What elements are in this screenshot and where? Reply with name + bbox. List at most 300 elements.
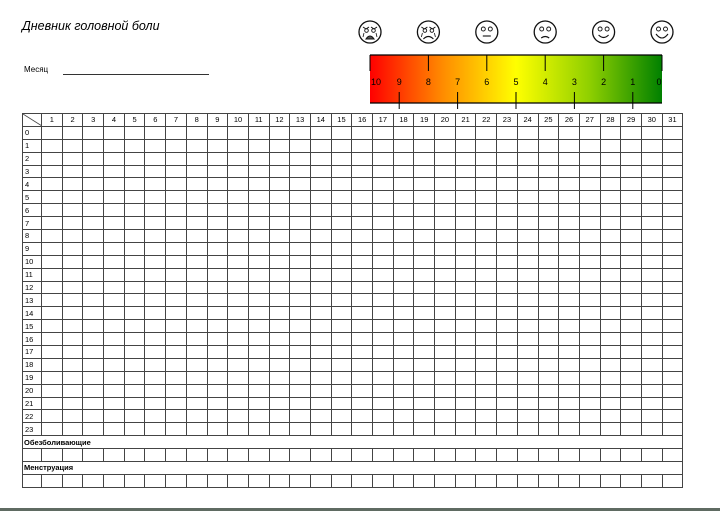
diary-cell[interactable] (310, 204, 331, 217)
diary-cell[interactable] (455, 204, 476, 217)
menstruation-cell[interactable] (83, 474, 104, 487)
diary-cell[interactable] (414, 217, 435, 230)
diary-cell[interactable] (124, 191, 145, 204)
diary-cell[interactable] (331, 320, 352, 333)
diary-cell[interactable] (42, 320, 63, 333)
diary-cell[interactable] (207, 294, 228, 307)
menstruation-cell[interactable] (310, 474, 331, 487)
diary-cell[interactable] (207, 230, 228, 243)
diary-cell[interactable] (145, 242, 166, 255)
diary-cell[interactable] (497, 333, 518, 346)
diary-cell[interactable] (517, 294, 538, 307)
diary-cell[interactable] (538, 397, 559, 410)
diary-cell[interactable] (559, 204, 580, 217)
diary-cell[interactable] (662, 320, 683, 333)
diary-cell[interactable] (145, 410, 166, 423)
diary-cell[interactable] (104, 371, 125, 384)
diary-cell[interactable] (641, 204, 662, 217)
menstruation-cell[interactable] (269, 474, 290, 487)
diary-cell[interactable] (207, 178, 228, 191)
diary-cell[interactable] (393, 255, 414, 268)
painkillers-cell[interactable] (497, 449, 518, 462)
diary-cell[interactable] (600, 126, 621, 139)
diary-cell[interactable] (579, 320, 600, 333)
diary-cell[interactable] (310, 294, 331, 307)
month-input-line[interactable] (63, 74, 209, 75)
diary-cell[interactable] (538, 384, 559, 397)
diary-cell[interactable] (83, 191, 104, 204)
diary-cell[interactable] (352, 165, 373, 178)
diary-cell[interactable] (435, 191, 456, 204)
diary-cell[interactable] (579, 358, 600, 371)
diary-cell[interactable] (455, 217, 476, 230)
diary-cell[interactable] (579, 268, 600, 281)
diary-cell[interactable] (331, 152, 352, 165)
diary-cell[interactable] (517, 423, 538, 436)
diary-cell[interactable] (104, 242, 125, 255)
diary-cell[interactable] (621, 165, 642, 178)
diary-cell[interactable] (476, 242, 497, 255)
diary-cell[interactable] (62, 307, 83, 320)
diary-cell[interactable] (435, 397, 456, 410)
diary-cell[interactable] (124, 294, 145, 307)
diary-cell[interactable] (414, 178, 435, 191)
diary-cell[interactable] (641, 397, 662, 410)
diary-cell[interactable] (559, 346, 580, 359)
diary-cell[interactable] (435, 204, 456, 217)
diary-cell[interactable] (269, 268, 290, 281)
diary-cell[interactable] (497, 410, 518, 423)
diary-cell[interactable] (42, 294, 63, 307)
diary-cell[interactable] (248, 397, 269, 410)
diary-cell[interactable] (331, 217, 352, 230)
diary-cell[interactable] (228, 204, 249, 217)
diary-cell[interactable] (62, 178, 83, 191)
diary-cell[interactable] (538, 165, 559, 178)
diary-cell[interactable] (517, 152, 538, 165)
diary-cell[interactable] (124, 268, 145, 281)
diary-cell[interactable] (62, 410, 83, 423)
diary-cell[interactable] (600, 333, 621, 346)
diary-cell[interactable] (579, 165, 600, 178)
diary-cell[interactable] (517, 346, 538, 359)
diary-cell[interactable] (414, 397, 435, 410)
diary-cell[interactable] (104, 178, 125, 191)
diary-cell[interactable] (62, 320, 83, 333)
diary-cell[interactable] (373, 423, 394, 436)
diary-cell[interactable] (269, 178, 290, 191)
diary-cell[interactable] (228, 281, 249, 294)
diary-cell[interactable] (600, 294, 621, 307)
diary-cell[interactable] (228, 165, 249, 178)
diary-cell[interactable] (145, 268, 166, 281)
diary-cell[interactable] (352, 410, 373, 423)
diary-cell[interactable] (476, 126, 497, 139)
menstruation-cell[interactable] (373, 474, 394, 487)
diary-cell[interactable] (662, 255, 683, 268)
diary-cell[interactable] (62, 333, 83, 346)
diary-cell[interactable] (248, 204, 269, 217)
diary-cell[interactable] (62, 230, 83, 243)
diary-cell[interactable] (517, 178, 538, 191)
diary-cell[interactable] (124, 307, 145, 320)
diary-cell[interactable] (269, 230, 290, 243)
diary-cell[interactable] (559, 294, 580, 307)
diary-cell[interactable] (476, 397, 497, 410)
diary-cell[interactable] (621, 320, 642, 333)
diary-cell[interactable] (393, 204, 414, 217)
diary-cell[interactable] (497, 139, 518, 152)
diary-cell[interactable] (269, 281, 290, 294)
diary-cell[interactable] (83, 333, 104, 346)
diary-cell[interactable] (641, 358, 662, 371)
diary-cell[interactable] (62, 255, 83, 268)
diary-cell[interactable] (331, 178, 352, 191)
diary-cell[interactable] (186, 333, 207, 346)
painkillers-cell[interactable] (352, 449, 373, 462)
diary-cell[interactable] (207, 268, 228, 281)
diary-cell[interactable] (248, 230, 269, 243)
diary-cell[interactable] (517, 191, 538, 204)
diary-cell[interactable] (145, 384, 166, 397)
diary-cell[interactable] (269, 165, 290, 178)
diary-cell[interactable] (290, 281, 311, 294)
diary-cell[interactable] (42, 139, 63, 152)
diary-cell[interactable] (600, 217, 621, 230)
diary-cell[interactable] (248, 268, 269, 281)
diary-cell[interactable] (269, 371, 290, 384)
diary-cell[interactable] (228, 178, 249, 191)
diary-cell[interactable] (373, 294, 394, 307)
diary-cell[interactable] (600, 307, 621, 320)
diary-cell[interactable] (579, 178, 600, 191)
diary-cell[interactable] (393, 268, 414, 281)
diary-cell[interactable] (145, 204, 166, 217)
painkillers-cell[interactable] (538, 449, 559, 462)
diary-cell[interactable] (538, 139, 559, 152)
diary-cell[interactable] (186, 217, 207, 230)
diary-cell[interactable] (621, 333, 642, 346)
painkillers-cell[interactable] (310, 449, 331, 462)
menstruation-cell[interactable] (352, 474, 373, 487)
diary-cell[interactable] (310, 423, 331, 436)
diary-cell[interactable] (393, 230, 414, 243)
diary-cell[interactable] (166, 152, 187, 165)
diary-cell[interactable] (373, 139, 394, 152)
diary-cell[interactable] (248, 320, 269, 333)
diary-cell[interactable] (352, 384, 373, 397)
diary-cell[interactable] (83, 204, 104, 217)
diary-cell[interactable] (83, 255, 104, 268)
diary-cell[interactable] (414, 242, 435, 255)
diary-cell[interactable] (269, 384, 290, 397)
diary-cell[interactable] (62, 217, 83, 230)
diary-cell[interactable] (290, 358, 311, 371)
diary-cell[interactable] (621, 358, 642, 371)
diary-cell[interactable] (414, 410, 435, 423)
diary-cell[interactable] (104, 191, 125, 204)
diary-cell[interactable] (476, 294, 497, 307)
diary-cell[interactable] (393, 320, 414, 333)
diary-cell[interactable] (248, 281, 269, 294)
diary-cell[interactable] (579, 397, 600, 410)
diary-cell[interactable] (559, 320, 580, 333)
diary-cell[interactable] (166, 217, 187, 230)
diary-cell[interactable] (538, 358, 559, 371)
diary-cell[interactable] (269, 346, 290, 359)
diary-cell[interactable] (104, 165, 125, 178)
diary-cell[interactable] (186, 204, 207, 217)
diary-cell[interactable] (186, 384, 207, 397)
painkillers-cell[interactable] (228, 449, 249, 462)
diary-cell[interactable] (476, 204, 497, 217)
diary-cell[interactable] (435, 423, 456, 436)
diary-cell[interactable] (352, 126, 373, 139)
diary-cell[interactable] (62, 165, 83, 178)
diary-cell[interactable] (373, 165, 394, 178)
diary-cell[interactable] (290, 410, 311, 423)
diary-cell[interactable] (104, 139, 125, 152)
diary-cell[interactable] (248, 384, 269, 397)
diary-cell[interactable] (455, 255, 476, 268)
diary-cell[interactable] (145, 307, 166, 320)
diary-cell[interactable] (228, 358, 249, 371)
diary-cell[interactable] (621, 397, 642, 410)
diary-cell[interactable] (186, 255, 207, 268)
diary-cell[interactable] (352, 152, 373, 165)
diary-cell[interactable] (497, 191, 518, 204)
diary-cell[interactable] (248, 307, 269, 320)
diary-cell[interactable] (228, 230, 249, 243)
diary-cell[interactable] (517, 281, 538, 294)
diary-cell[interactable] (42, 410, 63, 423)
diary-cell[interactable] (373, 255, 394, 268)
painkillers-cell[interactable] (393, 449, 414, 462)
painkillers-cell[interactable] (621, 449, 642, 462)
diary-cell[interactable] (42, 204, 63, 217)
diary-cell[interactable] (269, 191, 290, 204)
diary-cell[interactable] (517, 371, 538, 384)
diary-cell[interactable] (517, 230, 538, 243)
diary-cell[interactable] (42, 333, 63, 346)
diary-cell[interactable] (600, 371, 621, 384)
menstruation-cell[interactable] (579, 474, 600, 487)
diary-cell[interactable] (124, 358, 145, 371)
diary-cell[interactable] (538, 423, 559, 436)
menstruation-cell[interactable] (662, 474, 683, 487)
diary-cell[interactable] (331, 165, 352, 178)
diary-cell[interactable] (476, 384, 497, 397)
diary-cell[interactable] (435, 217, 456, 230)
diary-cell[interactable] (600, 320, 621, 333)
diary-cell[interactable] (290, 126, 311, 139)
diary-cell[interactable] (517, 307, 538, 320)
diary-cell[interactable] (331, 139, 352, 152)
diary-cell[interactable] (414, 346, 435, 359)
diary-cell[interactable] (600, 178, 621, 191)
diary-cell[interactable] (228, 255, 249, 268)
diary-cell[interactable] (414, 126, 435, 139)
diary-cell[interactable] (228, 371, 249, 384)
diary-cell[interactable] (228, 126, 249, 139)
diary-cell[interactable] (393, 346, 414, 359)
diary-cell[interactable] (476, 333, 497, 346)
diary-cell[interactable] (393, 384, 414, 397)
diary-cell[interactable] (166, 178, 187, 191)
diary-cell[interactable] (352, 204, 373, 217)
diary-cell[interactable] (269, 126, 290, 139)
diary-cell[interactable] (414, 423, 435, 436)
diary-cell[interactable] (42, 126, 63, 139)
diary-cell[interactable] (186, 423, 207, 436)
diary-cell[interactable] (248, 333, 269, 346)
diary-cell[interactable] (414, 191, 435, 204)
menstruation-cell[interactable] (331, 474, 352, 487)
diary-cell[interactable] (579, 423, 600, 436)
diary-cell[interactable] (228, 307, 249, 320)
diary-cell[interactable] (662, 281, 683, 294)
menstruation-cell[interactable] (290, 474, 311, 487)
diary-cell[interactable] (641, 139, 662, 152)
diary-cell[interactable] (435, 178, 456, 191)
diary-cell[interactable] (579, 255, 600, 268)
diary-cell[interactable] (166, 423, 187, 436)
painkillers-cell[interactable] (435, 449, 456, 462)
diary-cell[interactable] (331, 410, 352, 423)
diary-cell[interactable] (414, 152, 435, 165)
diary-cell[interactable] (455, 333, 476, 346)
diary-cell[interactable] (435, 371, 456, 384)
menstruation-cell[interactable] (42, 474, 63, 487)
diary-cell[interactable] (517, 217, 538, 230)
diary-cell[interactable] (497, 268, 518, 281)
diary-cell[interactable] (166, 268, 187, 281)
diary-cell[interactable] (435, 126, 456, 139)
diary-cell[interactable] (414, 255, 435, 268)
diary-cell[interactable] (62, 126, 83, 139)
diary-cell[interactable] (559, 281, 580, 294)
diary-cell[interactable] (455, 371, 476, 384)
diary-cell[interactable] (517, 397, 538, 410)
diary-cell[interactable] (166, 320, 187, 333)
diary-cell[interactable] (559, 126, 580, 139)
diary-cell[interactable] (228, 333, 249, 346)
diary-cell[interactable] (538, 255, 559, 268)
diary-cell[interactable] (414, 371, 435, 384)
diary-cell[interactable] (145, 397, 166, 410)
diary-cell[interactable] (290, 242, 311, 255)
diary-cell[interactable] (455, 165, 476, 178)
diary-cell[interactable] (207, 165, 228, 178)
diary-cell[interactable] (435, 268, 456, 281)
diary-cell[interactable] (207, 423, 228, 436)
diary-cell[interactable] (662, 358, 683, 371)
diary-cell[interactable] (600, 268, 621, 281)
diary-cell[interactable] (104, 294, 125, 307)
diary-cell[interactable] (393, 333, 414, 346)
diary-cell[interactable] (352, 178, 373, 191)
diary-cell[interactable] (331, 255, 352, 268)
diary-cell[interactable] (579, 410, 600, 423)
diary-cell[interactable] (166, 358, 187, 371)
diary-cell[interactable] (331, 358, 352, 371)
diary-cell[interactable] (373, 358, 394, 371)
diary-cell[interactable] (290, 191, 311, 204)
diary-cell[interactable] (373, 217, 394, 230)
diary-cell[interactable] (621, 268, 642, 281)
diary-cell[interactable] (373, 268, 394, 281)
diary-cell[interactable] (579, 230, 600, 243)
diary-cell[interactable] (42, 371, 63, 384)
menstruation-cell[interactable] (186, 474, 207, 487)
diary-cell[interactable] (517, 204, 538, 217)
diary-cell[interactable] (104, 307, 125, 320)
diary-cell[interactable] (414, 268, 435, 281)
diary-cell[interactable] (455, 191, 476, 204)
painkillers-cell[interactable] (641, 449, 662, 462)
diary-cell[interactable] (476, 178, 497, 191)
diary-cell[interactable] (538, 346, 559, 359)
diary-cell[interactable] (124, 242, 145, 255)
diary-cell[interactable] (641, 371, 662, 384)
diary-cell[interactable] (559, 358, 580, 371)
diary-cell[interactable] (124, 333, 145, 346)
diary-cell[interactable] (228, 191, 249, 204)
diary-cell[interactable] (621, 423, 642, 436)
diary-cell[interactable] (559, 410, 580, 423)
diary-cell[interactable] (476, 217, 497, 230)
diary-cell[interactable] (83, 384, 104, 397)
diary-cell[interactable] (414, 384, 435, 397)
diary-cell[interactable] (186, 346, 207, 359)
diary-cell[interactable] (352, 358, 373, 371)
diary-cell[interactable] (435, 410, 456, 423)
diary-cell[interactable] (517, 384, 538, 397)
diary-cell[interactable] (538, 152, 559, 165)
diary-cell[interactable] (600, 346, 621, 359)
painkillers-cell[interactable] (23, 449, 42, 462)
diary-cell[interactable] (641, 126, 662, 139)
diary-cell[interactable] (290, 333, 311, 346)
menstruation-cell[interactable] (559, 474, 580, 487)
menstruation-cell[interactable] (207, 474, 228, 487)
diary-cell[interactable] (186, 178, 207, 191)
diary-cell[interactable] (662, 410, 683, 423)
diary-cell[interactable] (83, 307, 104, 320)
diary-cell[interactable] (83, 139, 104, 152)
diary-cell[interactable] (393, 126, 414, 139)
diary-cell[interactable] (166, 242, 187, 255)
diary-cell[interactable] (476, 230, 497, 243)
diary-cell[interactable] (104, 397, 125, 410)
menstruation-cell[interactable] (414, 474, 435, 487)
diary-cell[interactable] (538, 230, 559, 243)
diary-cell[interactable] (83, 126, 104, 139)
diary-cell[interactable] (435, 320, 456, 333)
diary-cell[interactable] (373, 410, 394, 423)
diary-cell[interactable] (497, 126, 518, 139)
diary-cell[interactable] (310, 410, 331, 423)
diary-cell[interactable] (538, 333, 559, 346)
diary-cell[interactable] (124, 371, 145, 384)
diary-cell[interactable] (373, 281, 394, 294)
diary-cell[interactable] (145, 230, 166, 243)
menstruation-cell[interactable] (248, 474, 269, 487)
diary-cell[interactable] (269, 410, 290, 423)
diary-cell[interactable] (207, 384, 228, 397)
diary-cell[interactable] (579, 371, 600, 384)
diary-cell[interactable] (352, 139, 373, 152)
